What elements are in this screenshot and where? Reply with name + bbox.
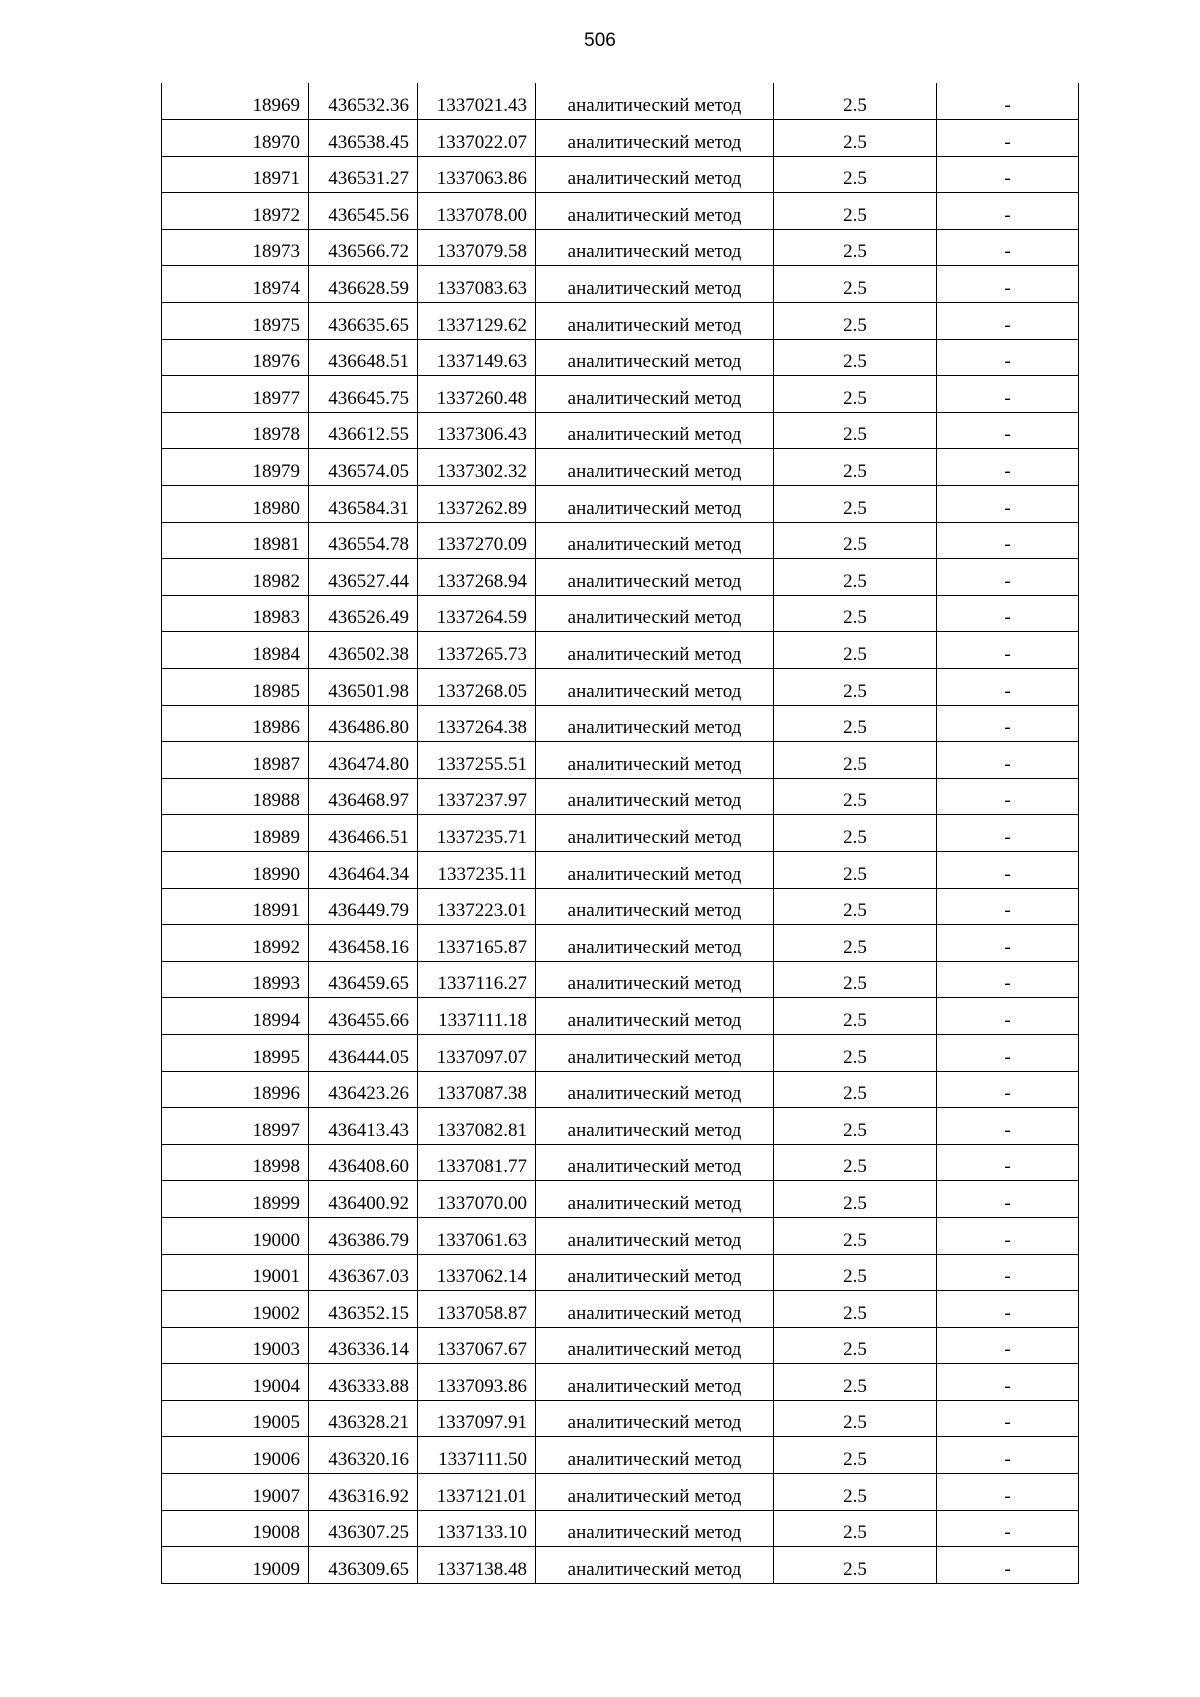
table-row xyxy=(162,83,1079,120)
cell-method: аналитический метод xyxy=(536,632,774,669)
table-row xyxy=(162,1327,1079,1364)
cell-coord-y: 1337111.50 xyxy=(418,1437,536,1474)
cell-accuracy: 2.5 xyxy=(774,1034,937,1071)
cell-note: - xyxy=(937,998,1079,1035)
cell-point-number: 19006 xyxy=(162,1437,309,1474)
cell-note: - xyxy=(937,559,1079,596)
table-row xyxy=(162,1400,1079,1437)
cell-note: - xyxy=(937,522,1079,559)
cell-coord-x: 436527.44 xyxy=(309,559,418,596)
cell-coord-x: 436400.92 xyxy=(309,1181,418,1218)
cell-coord-x: 436316.92 xyxy=(309,1474,418,1511)
cell-note: - xyxy=(937,1254,1079,1291)
table-row xyxy=(162,449,1079,486)
cell-coord-y: 1337165.87 xyxy=(418,925,536,962)
cell-coord-y: 1337260.48 xyxy=(418,376,536,413)
cell-note: - xyxy=(937,595,1079,632)
cell-note: - xyxy=(937,1071,1079,1108)
cell-coord-x: 436612.55 xyxy=(309,412,418,449)
table-row xyxy=(162,669,1079,706)
cell-coord-x: 436531.27 xyxy=(309,156,418,193)
cell-accuracy: 2.5 xyxy=(774,376,937,413)
cell-point-number: 19004 xyxy=(162,1364,309,1401)
cell-note: - xyxy=(937,1181,1079,1218)
cell-method: аналитический метод xyxy=(536,1474,774,1511)
cell-accuracy: 2.5 xyxy=(774,303,937,340)
table-row xyxy=(162,1217,1079,1254)
table-row xyxy=(162,1510,1079,1547)
cell-accuracy: 2.5 xyxy=(774,83,937,120)
cell-coord-x: 436309.65 xyxy=(309,1547,418,1584)
cell-note: - xyxy=(937,925,1079,962)
cell-method: аналитический метод xyxy=(536,1510,774,1547)
cell-accuracy: 2.5 xyxy=(774,742,937,779)
cell-coord-x: 436554.78 xyxy=(309,522,418,559)
cell-coord-x: 436468.97 xyxy=(309,778,418,815)
cell-accuracy: 2.5 xyxy=(774,595,937,632)
table-row xyxy=(162,339,1079,376)
cell-point-number: 18973 xyxy=(162,229,309,266)
cell-coord-y: 1337070.00 xyxy=(418,1181,536,1218)
cell-point-number: 18972 xyxy=(162,193,309,230)
cell-point-number: 19000 xyxy=(162,1217,309,1254)
cell-note: - xyxy=(937,1144,1079,1181)
cell-method: аналитический метод xyxy=(536,742,774,779)
cell-coord-x: 436455.66 xyxy=(309,998,418,1035)
cell-note: - xyxy=(937,229,1079,266)
table-row xyxy=(162,815,1079,852)
cell-note: - xyxy=(937,83,1079,120)
cell-coord-x: 436352.15 xyxy=(309,1291,418,1328)
cell-method: аналитический метод xyxy=(536,1291,774,1328)
cell-point-number: 18987 xyxy=(162,742,309,779)
cell-note: - xyxy=(937,1547,1079,1584)
cell-note: - xyxy=(937,632,1079,669)
cell-coord-x: 436307.25 xyxy=(309,1510,418,1547)
cell-coord-x: 436501.98 xyxy=(309,669,418,706)
cell-coord-y: 1337121.01 xyxy=(418,1474,536,1511)
cell-note: - xyxy=(937,120,1079,157)
cell-method: аналитический метод xyxy=(536,815,774,852)
table-row xyxy=(162,303,1079,340)
cell-accuracy: 2.5 xyxy=(774,1474,937,1511)
cell-coord-y: 1337079.58 xyxy=(418,229,536,266)
cell-note: - xyxy=(937,888,1079,925)
cell-coord-y: 1337306.43 xyxy=(418,412,536,449)
cell-method: аналитический метод xyxy=(536,449,774,486)
cell-accuracy: 2.5 xyxy=(774,559,937,596)
cell-coord-y: 1337083.63 xyxy=(418,266,536,303)
cell-coord-x: 436538.45 xyxy=(309,120,418,157)
cell-accuracy: 2.5 xyxy=(774,998,937,1035)
cell-method: аналитический метод xyxy=(536,1327,774,1364)
cell-accuracy: 2.5 xyxy=(774,778,937,815)
cell-accuracy: 2.5 xyxy=(774,486,937,523)
cell-accuracy: 2.5 xyxy=(774,1547,937,1584)
cell-method: аналитический метод xyxy=(536,1400,774,1437)
table-row xyxy=(162,961,1079,998)
cell-accuracy: 2.5 xyxy=(774,1327,937,1364)
cell-coord-y: 1337270.09 xyxy=(418,522,536,559)
table-row xyxy=(162,1108,1079,1145)
cell-coord-x: 436474.80 xyxy=(309,742,418,779)
cell-coord-x: 436444.05 xyxy=(309,1034,418,1071)
table-row xyxy=(162,412,1079,449)
cell-accuracy: 2.5 xyxy=(774,669,937,706)
cell-point-number: 18974 xyxy=(162,266,309,303)
table-row xyxy=(162,229,1079,266)
cell-method: аналитический метод xyxy=(536,1254,774,1291)
cell-note: - xyxy=(937,1474,1079,1511)
cell-method: аналитический метод xyxy=(536,1364,774,1401)
cell-point-number: 18970 xyxy=(162,120,309,157)
table-row xyxy=(162,1144,1079,1181)
cell-coord-y: 1337062.14 xyxy=(418,1254,536,1291)
cell-point-number: 18977 xyxy=(162,376,309,413)
cell-coord-x: 436333.88 xyxy=(309,1364,418,1401)
cell-coord-y: 1337149.63 xyxy=(418,339,536,376)
cell-coord-y: 1337223.01 xyxy=(418,888,536,925)
cell-point-number: 19003 xyxy=(162,1327,309,1364)
cell-point-number: 18969 xyxy=(162,83,309,120)
cell-point-number: 18992 xyxy=(162,925,309,962)
cell-point-number: 18979 xyxy=(162,449,309,486)
cell-note: - xyxy=(937,449,1079,486)
cell-coord-y: 1337235.71 xyxy=(418,815,536,852)
cell-method: аналитический метод xyxy=(536,1034,774,1071)
cell-coord-y: 1337235.11 xyxy=(418,851,536,888)
cell-method: аналитический метод xyxy=(536,303,774,340)
cell-coord-y: 1337262.89 xyxy=(418,486,536,523)
cell-point-number: 19007 xyxy=(162,1474,309,1511)
cell-coord-y: 1337237.97 xyxy=(418,778,536,815)
cell-coord-x: 436628.59 xyxy=(309,266,418,303)
cell-point-number: 18997 xyxy=(162,1108,309,1145)
cell-point-number: 18993 xyxy=(162,961,309,998)
cell-coord-y: 1337022.07 xyxy=(418,120,536,157)
cell-coord-y: 1337255.51 xyxy=(418,742,536,779)
cell-coord-y: 1337138.48 xyxy=(418,1547,536,1584)
cell-coord-y: 1337097.07 xyxy=(418,1034,536,1071)
cell-point-number: 18971 xyxy=(162,156,309,193)
cell-accuracy: 2.5 xyxy=(774,851,937,888)
cell-coord-x: 436449.79 xyxy=(309,888,418,925)
cell-method: аналитический метод xyxy=(536,376,774,413)
cell-coord-x: 436502.38 xyxy=(309,632,418,669)
cell-coord-y: 1337078.00 xyxy=(418,193,536,230)
cell-accuracy: 2.5 xyxy=(774,193,937,230)
cell-note: - xyxy=(937,339,1079,376)
cell-method: аналитический метод xyxy=(536,1217,774,1254)
cell-accuracy: 2.5 xyxy=(774,522,937,559)
table-row xyxy=(162,705,1079,742)
cell-method: аналитический метод xyxy=(536,193,774,230)
cell-accuracy: 2.5 xyxy=(774,339,937,376)
cell-method: аналитический метод xyxy=(536,339,774,376)
cell-point-number: 19005 xyxy=(162,1400,309,1437)
cell-coord-x: 436584.31 xyxy=(309,486,418,523)
table-row xyxy=(162,266,1079,303)
cell-accuracy: 2.5 xyxy=(774,449,937,486)
table-row xyxy=(162,120,1079,157)
cell-method: аналитический метод xyxy=(536,1437,774,1474)
cell-note: - xyxy=(937,1400,1079,1437)
cell-coord-x: 436413.43 xyxy=(309,1108,418,1145)
cell-note: - xyxy=(937,669,1079,706)
cell-note: - xyxy=(937,486,1079,523)
cell-coord-y: 1337111.18 xyxy=(418,998,536,1035)
table-row xyxy=(162,998,1079,1035)
cell-note: - xyxy=(937,1364,1079,1401)
cell-method: аналитический метод xyxy=(536,1071,774,1108)
cell-method: аналитический метод xyxy=(536,998,774,1035)
table-row xyxy=(162,595,1079,632)
table-row xyxy=(162,376,1079,413)
table-row xyxy=(162,1474,1079,1511)
cell-note: - xyxy=(937,851,1079,888)
cell-point-number: 18985 xyxy=(162,669,309,706)
table-row xyxy=(162,193,1079,230)
cell-method: аналитический метод xyxy=(536,1144,774,1181)
cell-point-number: 18975 xyxy=(162,303,309,340)
cell-coord-y: 1337129.62 xyxy=(418,303,536,340)
cell-point-number: 19009 xyxy=(162,1547,309,1584)
table-row xyxy=(162,925,1079,962)
cell-note: - xyxy=(937,961,1079,998)
cell-note: - xyxy=(937,412,1079,449)
cell-method: аналитический метод xyxy=(536,1108,774,1145)
table-row xyxy=(162,778,1079,815)
cell-accuracy: 2.5 xyxy=(774,1144,937,1181)
cell-accuracy: 2.5 xyxy=(774,925,937,962)
cell-point-number: 18999 xyxy=(162,1181,309,1218)
cell-method: аналитический метод xyxy=(536,229,774,266)
cell-coord-y: 1337058.87 xyxy=(418,1291,536,1328)
cell-accuracy: 2.5 xyxy=(774,1181,937,1218)
cell-coord-y: 1337116.27 xyxy=(418,961,536,998)
cell-point-number: 18978 xyxy=(162,412,309,449)
cell-note: - xyxy=(937,156,1079,193)
cell-coord-x: 436320.16 xyxy=(309,1437,418,1474)
cell-coord-y: 1337021.43 xyxy=(418,83,536,120)
cell-accuracy: 2.5 xyxy=(774,266,937,303)
cell-method: аналитический метод xyxy=(536,120,774,157)
table-row xyxy=(162,1291,1079,1328)
cell-note: - xyxy=(937,1034,1079,1071)
cell-accuracy: 2.5 xyxy=(774,1437,937,1474)
cell-coord-x: 436645.75 xyxy=(309,376,418,413)
cell-point-number: 18981 xyxy=(162,522,309,559)
table-row xyxy=(162,742,1079,779)
table-row xyxy=(162,851,1079,888)
cell-coord-y: 1337264.38 xyxy=(418,705,536,742)
cell-note: - xyxy=(937,742,1079,779)
cell-method: аналитический метод xyxy=(536,669,774,706)
cell-note: - xyxy=(937,778,1079,815)
cell-note: - xyxy=(937,193,1079,230)
cell-point-number: 18989 xyxy=(162,815,309,852)
cell-accuracy: 2.5 xyxy=(774,412,937,449)
table-row xyxy=(162,1547,1079,1584)
cell-note: - xyxy=(937,1217,1079,1254)
cell-method: аналитический метод xyxy=(536,705,774,742)
page-number: 506 xyxy=(584,30,616,51)
cell-note: - xyxy=(937,1510,1079,1547)
cell-method: аналитический метод xyxy=(536,595,774,632)
cell-coord-x: 436386.79 xyxy=(309,1217,418,1254)
cell-accuracy: 2.5 xyxy=(774,156,937,193)
cell-method: аналитический метод xyxy=(536,266,774,303)
table-row xyxy=(162,1181,1079,1218)
cell-point-number: 18976 xyxy=(162,339,309,376)
cell-accuracy: 2.5 xyxy=(774,1400,937,1437)
cell-point-number: 18988 xyxy=(162,778,309,815)
cell-point-number: 18995 xyxy=(162,1034,309,1071)
table-row xyxy=(162,156,1079,193)
cell-method: аналитический метод xyxy=(536,559,774,596)
cell-point-number: 18998 xyxy=(162,1144,309,1181)
cell-note: - xyxy=(937,1291,1079,1328)
table-row xyxy=(162,522,1079,559)
cell-method: аналитический метод xyxy=(536,961,774,998)
cell-point-number: 18986 xyxy=(162,705,309,742)
cell-note: - xyxy=(937,1327,1079,1364)
cell-method: аналитический метод xyxy=(536,412,774,449)
table-row xyxy=(162,1071,1079,1108)
cell-method: аналитический метод xyxy=(536,778,774,815)
cell-point-number: 18983 xyxy=(162,595,309,632)
cell-coord-y: 1337087.38 xyxy=(418,1071,536,1108)
table-row xyxy=(162,1034,1079,1071)
cell-coord-x: 436464.34 xyxy=(309,851,418,888)
cell-accuracy: 2.5 xyxy=(774,815,937,852)
cell-point-number: 18996 xyxy=(162,1071,309,1108)
table-row xyxy=(162,1364,1079,1401)
cell-note: - xyxy=(937,266,1079,303)
cell-coord-x: 436635.65 xyxy=(309,303,418,340)
table-row xyxy=(162,1254,1079,1291)
table-body xyxy=(162,83,1079,1583)
cell-note: - xyxy=(937,303,1079,340)
cell-coord-x: 436566.72 xyxy=(309,229,418,266)
cell-coord-y: 1337067.67 xyxy=(418,1327,536,1364)
cell-coord-y: 1337265.73 xyxy=(418,632,536,669)
cell-coord-y: 1337302.32 xyxy=(418,449,536,486)
coordinates-table-container xyxy=(161,83,1078,1584)
cell-accuracy: 2.5 xyxy=(774,229,937,266)
cell-point-number: 18984 xyxy=(162,632,309,669)
cell-coord-x: 436574.05 xyxy=(309,449,418,486)
cell-coord-y: 1337268.94 xyxy=(418,559,536,596)
cell-coord-y: 1337133.10 xyxy=(418,1510,536,1547)
cell-method: аналитический метод xyxy=(536,1181,774,1218)
cell-coord-x: 436526.49 xyxy=(309,595,418,632)
cell-point-number: 19002 xyxy=(162,1291,309,1328)
table-row xyxy=(162,632,1079,669)
cell-method: аналитический метод xyxy=(536,925,774,962)
cell-note: - xyxy=(937,815,1079,852)
cell-method: аналитический метод xyxy=(536,486,774,523)
cell-point-number: 18982 xyxy=(162,559,309,596)
cell-coord-x: 436459.65 xyxy=(309,961,418,998)
cell-accuracy: 2.5 xyxy=(774,1071,937,1108)
cell-coord-y: 1337061.63 xyxy=(418,1217,536,1254)
cell-point-number: 18980 xyxy=(162,486,309,523)
cell-point-number: 19008 xyxy=(162,1510,309,1547)
cell-coord-y: 1337268.05 xyxy=(418,669,536,706)
cell-coord-y: 1337081.77 xyxy=(418,1144,536,1181)
cell-note: - xyxy=(937,376,1079,413)
cell-coord-x: 436532.36 xyxy=(309,83,418,120)
cell-method: аналитический метод xyxy=(536,522,774,559)
cell-coord-y: 1337063.86 xyxy=(418,156,536,193)
cell-accuracy: 2.5 xyxy=(774,1364,937,1401)
cell-accuracy: 2.5 xyxy=(774,705,937,742)
cell-note: - xyxy=(937,1108,1079,1145)
cell-method: аналитический метод xyxy=(536,156,774,193)
cell-accuracy: 2.5 xyxy=(774,888,937,925)
cell-accuracy: 2.5 xyxy=(774,1108,937,1145)
cell-method: аналитический метод xyxy=(536,888,774,925)
cell-coord-x: 436466.51 xyxy=(309,815,418,852)
coordinates-table xyxy=(161,83,1079,1584)
cell-accuracy: 2.5 xyxy=(774,1254,937,1291)
cell-coord-y: 1337097.91 xyxy=(418,1400,536,1437)
cell-coord-x: 436367.03 xyxy=(309,1254,418,1291)
cell-coord-x: 436336.14 xyxy=(309,1327,418,1364)
cell-coord-x: 436408.60 xyxy=(309,1144,418,1181)
cell-method: аналитический метод xyxy=(536,1547,774,1584)
cell-point-number: 18991 xyxy=(162,888,309,925)
cell-coord-y: 1337093.86 xyxy=(418,1364,536,1401)
cell-coord-x: 436328.21 xyxy=(309,1400,418,1437)
cell-coord-x: 436545.56 xyxy=(309,193,418,230)
cell-point-number: 18990 xyxy=(162,851,309,888)
cell-coord-y: 1337082.81 xyxy=(418,1108,536,1145)
cell-coord-y: 1337264.59 xyxy=(418,595,536,632)
cell-accuracy: 2.5 xyxy=(774,1291,937,1328)
cell-coord-x: 436423.26 xyxy=(309,1071,418,1108)
table-row xyxy=(162,559,1079,596)
cell-accuracy: 2.5 xyxy=(774,961,937,998)
cell-point-number: 19001 xyxy=(162,1254,309,1291)
table-row xyxy=(162,1437,1079,1474)
cell-accuracy: 2.5 xyxy=(774,1510,937,1547)
cell-coord-x: 436648.51 xyxy=(309,339,418,376)
cell-point-number: 18994 xyxy=(162,998,309,1035)
table-row xyxy=(162,888,1079,925)
cell-note: - xyxy=(937,705,1079,742)
cell-coord-x: 436458.16 xyxy=(309,925,418,962)
cell-accuracy: 2.5 xyxy=(774,632,937,669)
cell-coord-x: 436486.80 xyxy=(309,705,418,742)
cell-accuracy: 2.5 xyxy=(774,1217,937,1254)
cell-note: - xyxy=(937,1437,1079,1474)
cell-method: аналитический метод xyxy=(536,851,774,888)
table-row xyxy=(162,486,1079,523)
cell-accuracy: 2.5 xyxy=(774,120,937,157)
cell-method: аналитический метод xyxy=(536,83,774,120)
